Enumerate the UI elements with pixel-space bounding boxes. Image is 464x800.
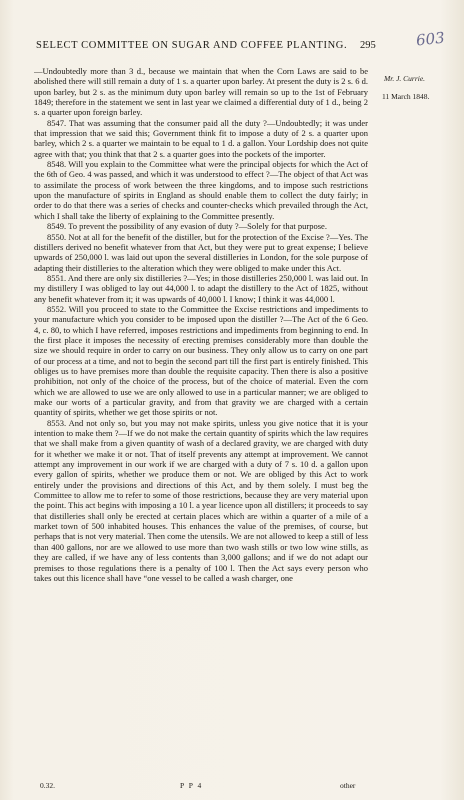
paragraph: 8548. Will you explain to the Committee what were the principal objects for which the Act of the 6th of Geo. 4 was passed, and which it was understood to effect ?—The object of that Act was to assimilate the process of work between the three kingdoms, and to impose such restrictions upon the manufacture of spirits in England as should enable them to collect the duty fairly; in order to do that there was a series of checks and counter-checks which prevailed through the Act, which I shall take the liberty of explaining to the Committee presently.	[34, 159, 368, 221]
paragraph: 8550. Not at all for the benefit of the distiller, but for the protection of the Excise ?—Yes. The distillers derived no benefit whatever from that Act, but they were put to great expense; I believe upwards of 250,000 l. was laid out upon the several distilleries in London, for the sole purpose of adapting their distilleries to the alteration which they were obliged to make under this Act.	[34, 231, 368, 273]
signature-mark: P P 4	[180, 781, 203, 790]
paragraph: 8552. Will you proceed to state to the Committee the Excise restrictions and impediments to your manufacture which you consider to be imposed upon the distiller ?—The Act of the 6 Geo. 4, c. 80, to which I have referred, imposes restrictions and impediments from beginning to end. In the first place it imposes the necessity of erecting premises considerably more than double the size we should require in order to carry on our business. They only allow us to carry on one part of our process at a time, and not to begin the second part till the first part is entirely finished. This obliges us to have premises more than double the requisite capacity. Then there is also a positive prohibition, not only of the choice of the process, but of the choice of material. Even the corn which we are allowed to use we are only allowed to use in a particular manner; we are obliged to make our worts of a particular gravity, and from that gravity we are charged with a certain quantity of spirits, whether we get those spirits or not.	[34, 303, 368, 418]
catchword: other	[340, 781, 356, 790]
paragraph: 8549. To prevent the possibility of any evasion of duty ?—Solely for that purpose.	[47, 221, 327, 232]
paragraph: —Undoubtedly more than 3 d., because we maintain that when the Corn Laws are said to be abolished there will still remain a duty of 1 s. a quarter upon barley. At present the duty is 2 s. 6 d. upon barley, but 2 s. as the minimum duty upon barley will remain so up to the 1st of February 1849; therefore in the statement we sent in last year we claimed a differential duty of 1 d., being 2 s. a quarter upon foreign barley.	[34, 66, 368, 118]
margin-witness-name: Mr. J. Currie.	[384, 74, 426, 83]
running-title: SELECT COMMITTEE ON SUGAR AND COFFEE PLANTING.	[36, 40, 348, 51]
margin-date: 11 March 1848.	[382, 92, 430, 101]
paragraph: 8547. That was assuming that the consumer paid all the duty ?—Undoubtedly; it was under that impression that we said this; Government think fit to impose a duty of 2 s. a quarter upon barley, which 2 s. a quarter we maintain to be equal to 1 d. a gallon. Your Lordship does not quite agree with that; you think that that 2 s. a quarter goes into the pockets of the importer.	[34, 117, 368, 159]
sheet-number: 0.32.	[40, 781, 55, 790]
paragraph: 8553. And not only so, but you may not make spirits, unless you give notice that it is your intention to make them ?—If we do not make the certain quantity of spirits which the law requires that we shall make from a given quantity of wash of a declared gravity, we are charged with duty for it whether we make it or not. That of itself prevents any attempt at improvement. We cannot attempt any improvement in our work if we are charged with a duty of 7 s. 10 d. a gallon upon every gallon of spirits, whether we produce them or not. We are obliged by this Act to work entirely under the provisions and directions of this Act, and by them solely. I must beg the Committee to allow me to refer to some of those restrictions, because they are very material upon the point. This act begins with imposing a 10 l. a year licence upon all distillers; it proceeds to say that distilleries shall only be erected at certain places which are within a quarter of a mile of a market town of 500 inhabited houses. This enhances the value of the premises, of course, but perhaps that is not very material. Then come the utensils. We are not allowed to keep a still of less than 400 gallons, nor are we allowed to use more than two wash stills or two low wine stills, as they are called, if we have any of less contents than 3,000 gallons; and if we do not adapt our premises to those regulations there is a penalty of 100 l. Then the Act says every person who takes out this licence shall have “one vessel to be called a wash charger, one	[34, 417, 368, 583]
page-number: 295	[360, 40, 376, 51]
paragraph: 8551. And there are only six distilleries ?—Yes; in those distilleries 250,000 l. was laid out. In my distillery I was obliged to lay out 44,000 l. to adapt the distillery to the Act of 1825, without any benefit whatever from it; it was upwards of 40,000 l. I know; I think it was 44,000 l.	[34, 272, 368, 304]
body-text	[34, 66, 368, 770]
handwritten-folio: 603	[415, 28, 446, 50]
